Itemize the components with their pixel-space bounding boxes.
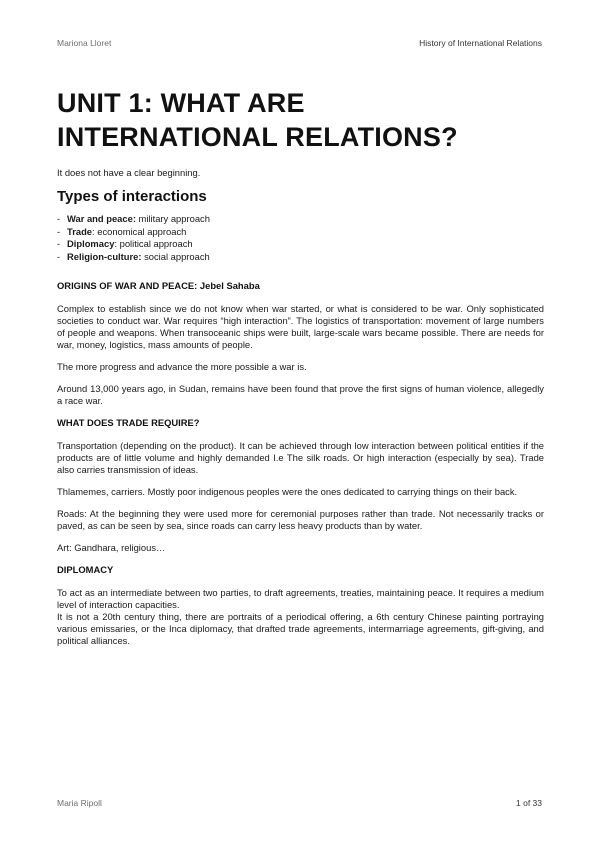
header-course: History of International Relations [419, 38, 542, 48]
title-line-1: UNIT 1: WHAT ARE [57, 88, 305, 118]
trade-paragraph-2: Thlamemes, carriers. Mostly poor indigenous peoples were the ones dedicated to carrying things on their back. [57, 486, 518, 497]
list-item [57, 213, 544, 226]
list-item-desc: military approach [135, 213, 210, 224]
list-item-term: War and peace: [67, 213, 136, 224]
list-item-desc: : economical approach [92, 225, 187, 237]
trade-paragraph-1: Transportation (depending on the product). It can be achieved through low interaction between political entities if the products are of little volume and highly demanded I.e The silk roads. Or high interaction (especially by sea). Trade also carries transmission of ideas. [57, 440, 544, 475]
diplomacy-paragraph-2: It is not a 20th century thing, there are portraits of a periodical offering, a 6th century Chinese painting portraying various emissaries, or the Inca diplomacy, that drafted trade agreements, intermarriage agreements, gift-giving, and political alliances. [57, 611, 544, 646]
list-item-desc: : political approach [114, 238, 193, 249]
trade-paragraph-3: Roads: At the beginning they were used more for ceremonial purposes rather than trade. Not necessarily tracks or paved, as can be seen by sea, since roads can carry less heavy products than by water. [57, 508, 544, 531]
list-item-term: Trade [67, 225, 93, 237]
list-item-term: Diplomacy [67, 238, 115, 249]
footer-author: Maria Ripoll [57, 798, 102, 808]
diplomacy-heading: DIPLOMACY [57, 564, 114, 575]
list-item [57, 226, 544, 239]
page-title [57, 86, 557, 154]
list-item [57, 238, 544, 251]
diplomacy-paragraph-1: To act as an intermediate between two parties, to draft agreements, treaties, maintaining peace. It requires a medium level of interaction capacities. [57, 587, 544, 610]
list-item-desc: social approach [141, 250, 210, 262]
document-body [57, 167, 544, 657]
origins-paragraph-2: The more progress and advance the more possible a war is. [57, 361, 307, 372]
list-item [57, 251, 544, 264]
origins-paragraph-1: Complex to establish since we do not know when war started, or what is considered to be war. Only sophisticated societies to conduct war. War requires “high interaction”. The logistics of transportation: movement of large numbers of people and weapons. When transoceanic ships were built, large-scale wars became possible. There are needs for war, money, logistics, mass amounts of people. [57, 303, 544, 350]
trade-heading: WHAT DOES TRADE REQUIRE? [57, 417, 200, 428]
intro-text: It does not have a clear beginning. [57, 167, 201, 178]
trade-paragraph-4: Art: Gandhara, religious… [57, 542, 166, 553]
origins-heading: ORIGINS OF WAR AND PEACE: Jebel Sahaba [57, 280, 260, 291]
header-author: Mariona Lloret [57, 38, 112, 48]
types-list [57, 213, 544, 263]
page-number: 1 of 33 [516, 798, 542, 808]
title-line-2: INTERNATIONAL RELATIONS? [57, 122, 458, 152]
types-heading: Types of interactions [57, 188, 207, 205]
list-item-term: Religion-culture: [67, 250, 142, 262]
origins-paragraph-3: Around 13,000 years ago, in Sudan, remains have been found that prove the first signs of human violence, allegedly a race war. [57, 383, 544, 406]
